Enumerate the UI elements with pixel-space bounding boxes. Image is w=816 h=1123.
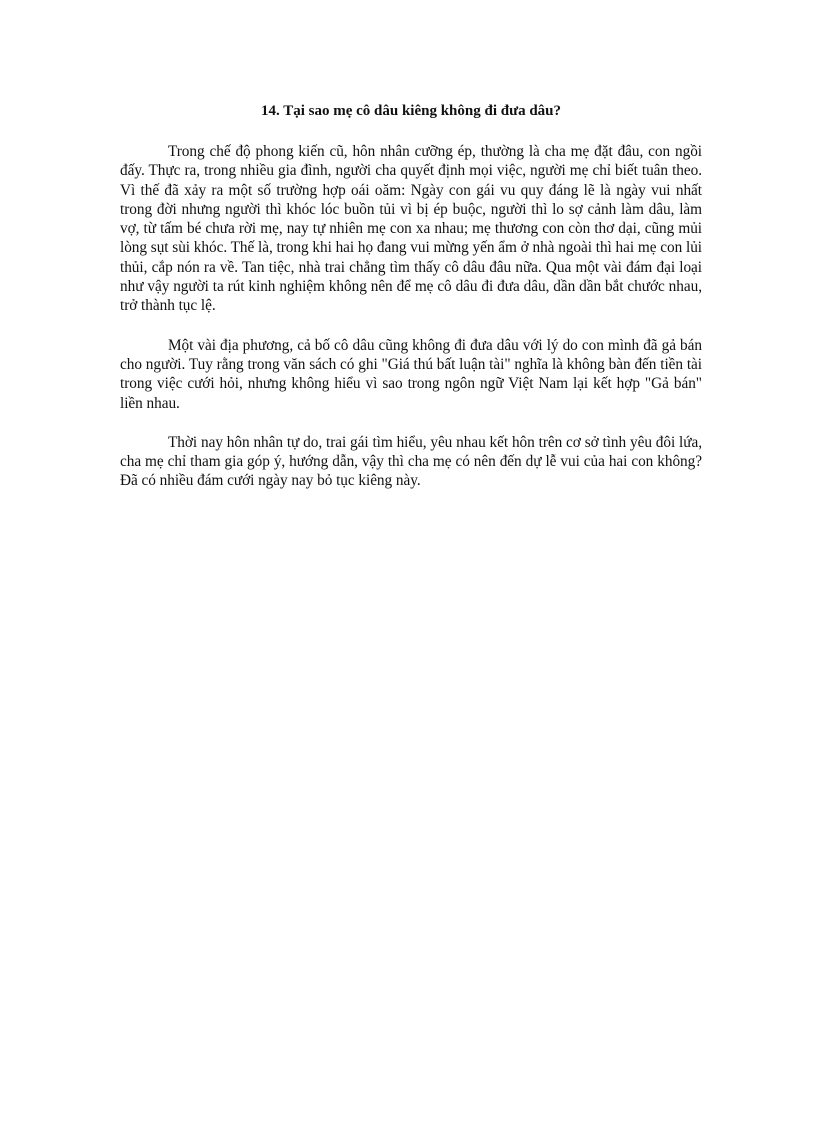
document-title: 14. Tại sao mẹ cô dâu kiêng không đi đưa dâu?: [260, 103, 562, 119]
paragraph-3: Thời nay hôn nhân tự do, trai gái tìm hiểu, yêu nhau kết hôn trên cơ sở tình yêu đôi lứa, cha mẹ chỉ tham gia góp ý, hướng dẫn, vậy thì cha mẹ có nên đến dự lễ vui của hai con không? Đã có nhiều đám cưới ngày nay bỏ tục kiêng này.: [120, 433, 702, 490]
paragraph-2: Một vài địa phương, cả bố cô dâu cũng không đi đưa dâu với lý do con mình đã gả bán cho người. Tuy rằng trong văn sách có ghi "Giá thú bất luận tài" nghĩa là không bàn đến tiền tài trong việc cưới hỏi, nhưng không hiểu vì sao trong ngôn ngữ Việt Nam lại kết hợp "Gả bán" liền nhau.: [120, 336, 702, 412]
document-body: [120, 101, 702, 511]
paragraph-1: Trong chế độ phong kiến cũ, hôn nhân cưỡng ép, thường là cha mẹ đặt đâu, con ngồi đấy. Thực ra, trong nhiều gia đình, người cha quyết định mọi việc, người mẹ chỉ biết tuân theo. Vì thế đã xảy ra một số trường hợp oái oăm: Ngày con gái vu quy đáng lẽ là ngày vui nhất trong đời nhưng người thì khóc lóc buồn tủi vì bị ép buộc, người thì lo sợ cảnh làm dâu, làm vợ, từ tấm bé chưa rời mẹ, nay tự nhiên mẹ con xa nhau; mẹ thương con còn thơ dại, cũng mủi lòng sụt sùi khóc. Thế là, trong khi hai họ đang vui mừng yến ẩm ở nhà ngoài thì hai mẹ con lủi thủi, cắp nón ra về. Tan tiệc, nhà trai chẳng tìm thấy cô dâu đâu nữa. Qua một vài đám đại loại như vậy người ta rút kinh nghiệm không nên để mẹ cô dâu đi đưa dâu, dần dần bắt chước nhau, trở thành tục lệ.: [120, 143, 702, 315]
